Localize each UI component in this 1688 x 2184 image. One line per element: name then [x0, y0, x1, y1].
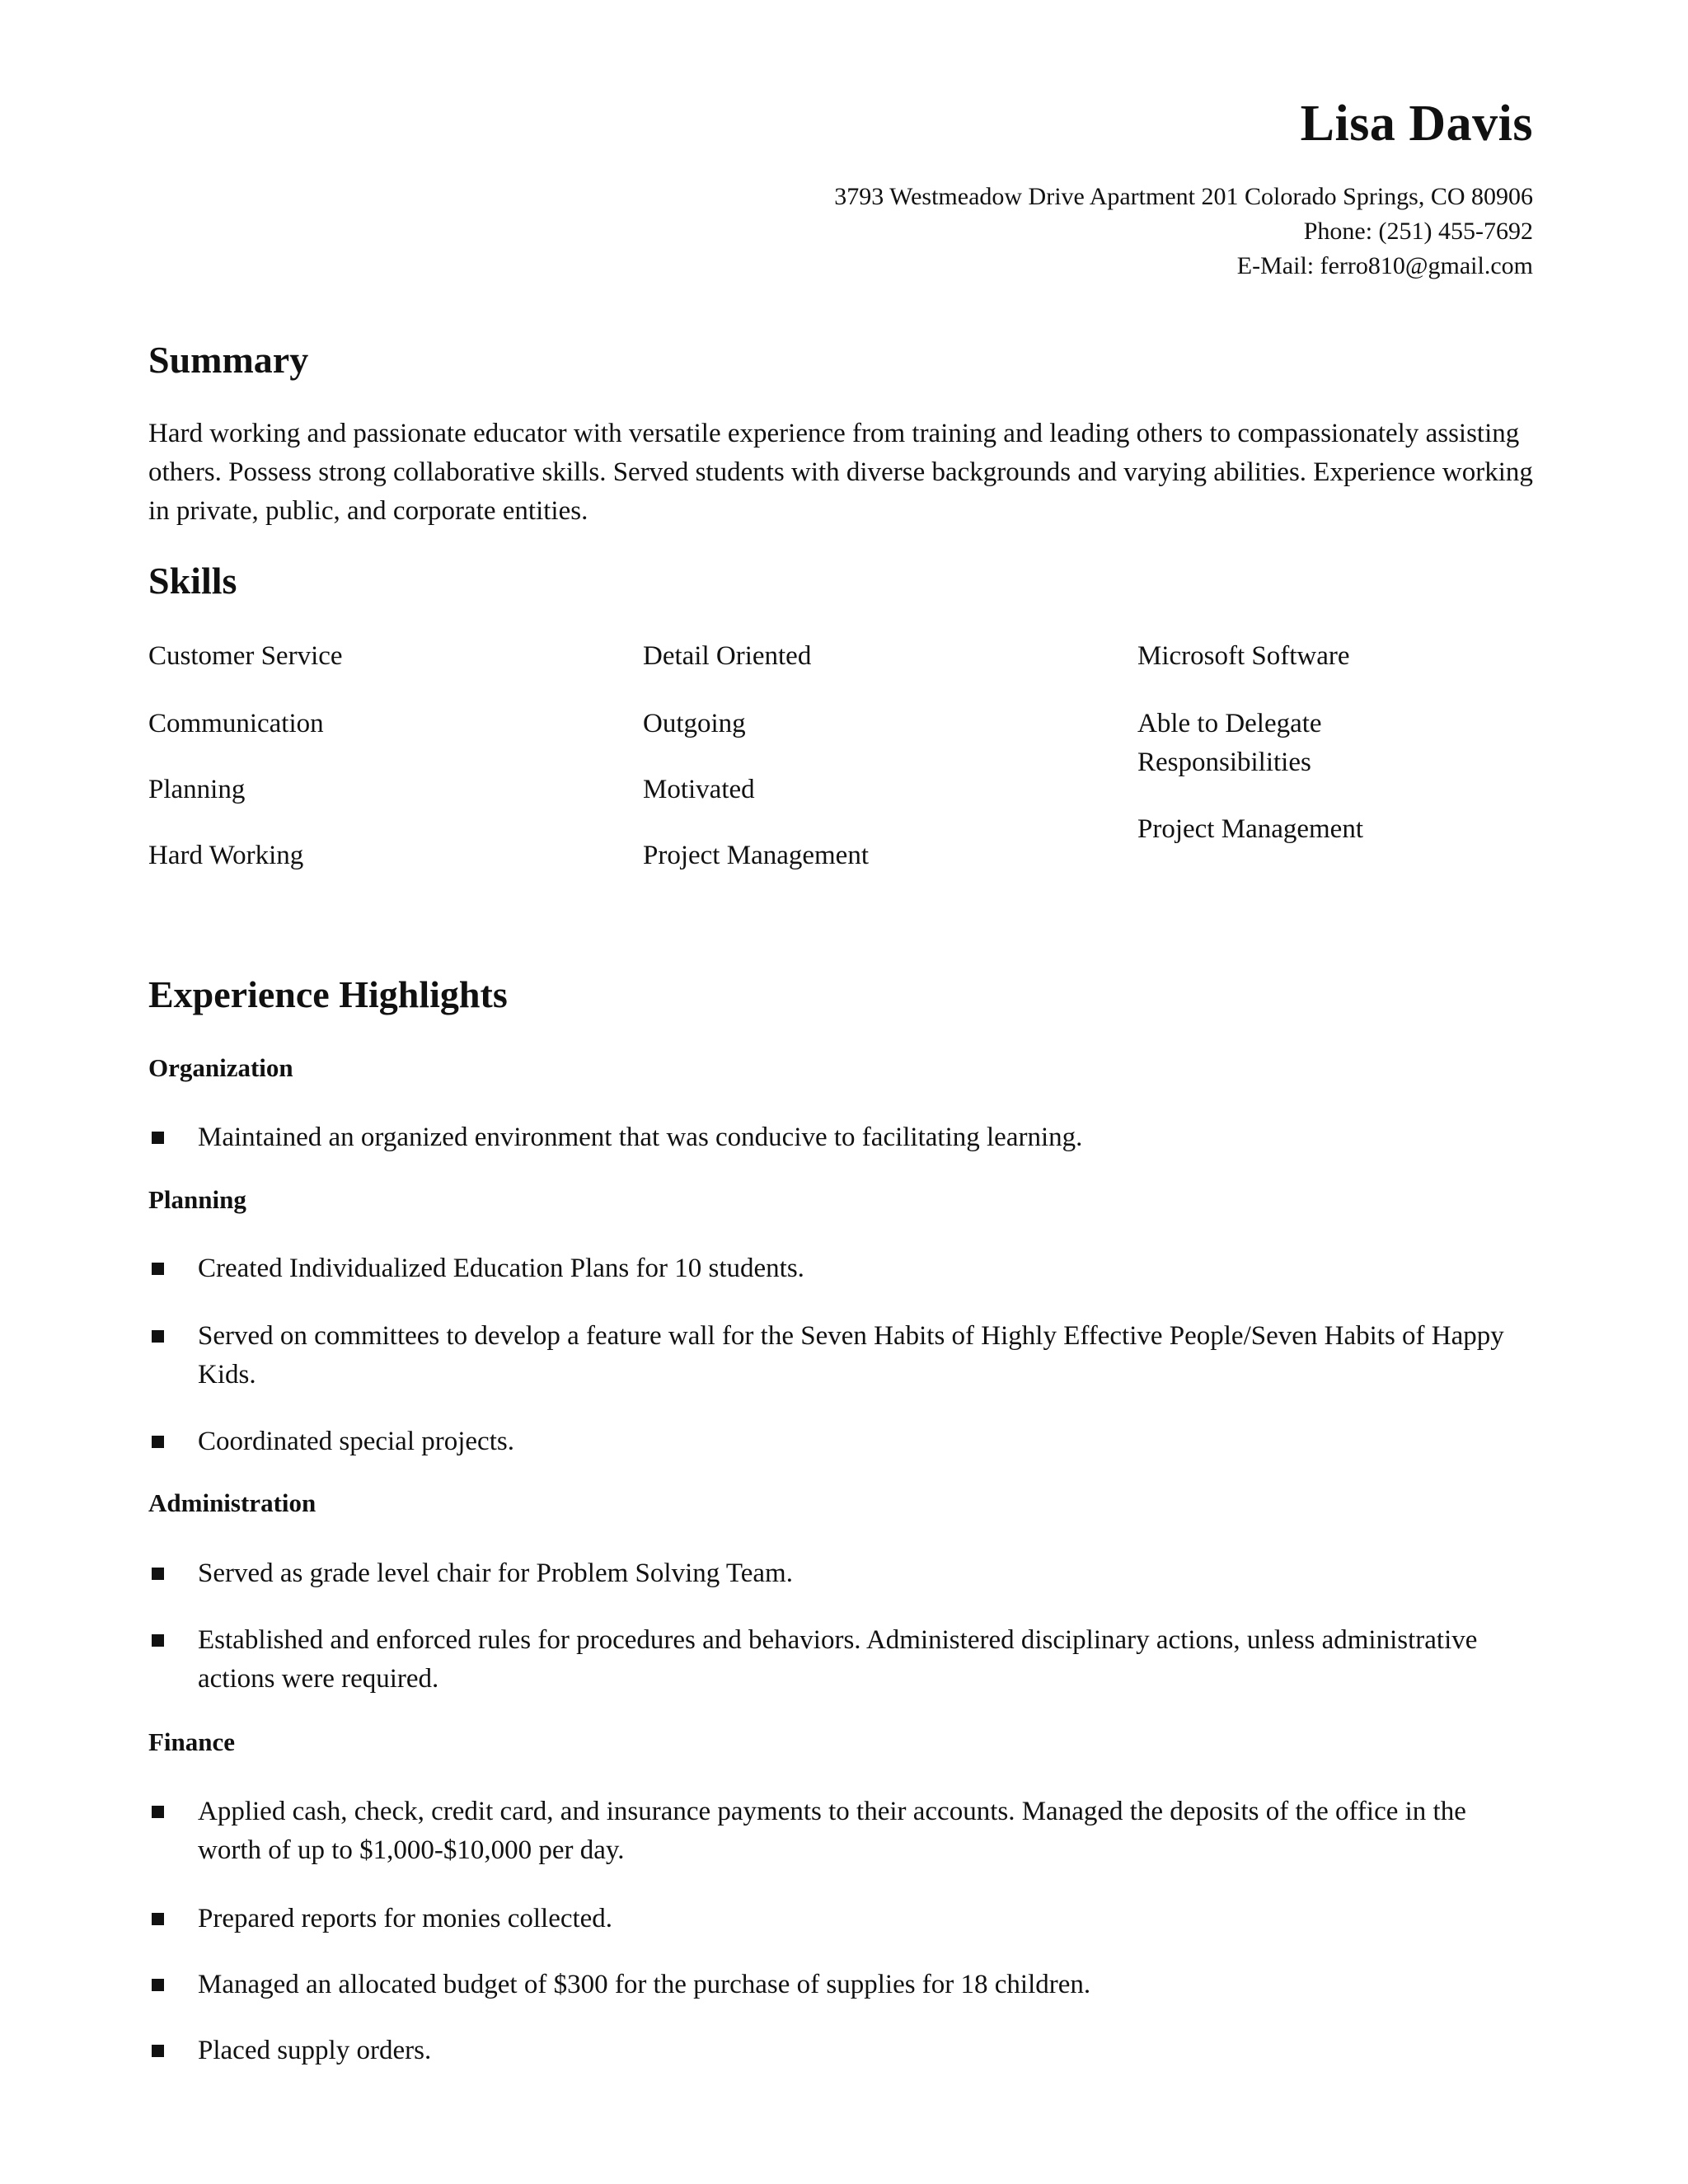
candidate-name: Lisa Davis — [1300, 96, 1533, 152]
square-bullet-icon — [152, 1634, 164, 1647]
bullet-text: Maintained an organized environment that was conducive to facilitating learning. — [198, 1122, 1083, 1152]
skill-item: Outgoing — [643, 709, 746, 738]
contact-block — [834, 180, 1533, 284]
phone: Phone: (251) 455-7692 — [1303, 218, 1533, 245]
bullet-text: Coordinated special projects. — [198, 1427, 514, 1456]
skill-item: Customer Service — [148, 641, 343, 671]
summary-heading: Summary — [148, 339, 309, 381]
square-bullet-icon — [152, 1568, 164, 1580]
square-bullet-icon — [152, 1913, 164, 1925]
summary-text: Hard working and passionate educator with versatile experience from training and leading others to compassionately assisting others. Possess strong collaborative skills. Served students with diverse backgrounds and varying abilities. Experience working in private, public, and corporate entities. — [148, 419, 1533, 526]
experience-group-heading: Organization — [148, 1053, 293, 1082]
bullet-text: Served as grade level chair for Problem Solving Team. — [198, 1558, 793, 1588]
bullet-text: Served on committees to develop a feature wall for the Seven Habits of Highly Effective People/Seven Habits of Happy Kids. — [198, 1321, 1504, 1390]
skill-item: Project Management — [643, 841, 869, 870]
skill-item: Communication — [148, 709, 324, 738]
square-bullet-icon — [152, 1806, 164, 1818]
skills-heading: Skills — [148, 560, 237, 602]
resume-page — [148, 0, 1533, 2184]
square-bullet-icon — [152, 1263, 164, 1275]
experience-group-heading: Administration — [148, 1488, 316, 1517]
skill-item: Able to Delegate Responsibilities — [1137, 709, 1322, 777]
experience-bullet — [148, 1621, 1533, 1699]
experience-bullet — [148, 1118, 1533, 1157]
skill-item: Hard Working — [148, 841, 304, 870]
skill-item: Motivated — [643, 775, 755, 804]
experience-bullet — [148, 1249, 1533, 1288]
bullet-text: Prepared reports for monies collected. — [198, 1904, 613, 1933]
skill-item: Microsoft Software — [1137, 641, 1350, 671]
experience-bullet — [148, 2032, 1533, 2070]
square-bullet-icon — [152, 1132, 164, 1144]
square-bullet-icon — [152, 1436, 164, 1448]
bullet-text: Managed an allocated budget of $300 for the purchase of supplies for 18 children. — [198, 1970, 1091, 1999]
square-bullet-icon — [152, 1979, 164, 1991]
experience-bullet — [148, 1900, 1533, 1938]
bullet-text: Placed supply orders. — [198, 2036, 432, 2065]
experience-bullet — [148, 1793, 1533, 1870]
address: 3793 Westmeadow Drive Apartment 201 Colorado Springs, CO 80906 — [834, 183, 1533, 210]
experience-bullet — [148, 1966, 1533, 2004]
experience-heading: Experience Highlights — [148, 973, 508, 1015]
square-bullet-icon — [152, 1330, 164, 1343]
bullet-text: Established and enforced rules for procedures and behaviors. Administered disciplinary actions, unless administrative actions were required. — [198, 1625, 1478, 1694]
bullet-text: Created Individualized Education Plans for 10 students. — [198, 1254, 804, 1283]
skill-item: Detail Oriented — [643, 641, 812, 671]
bullet-text: Applied cash, check, credit card, and insurance payments to their accounts. Managed the deposits of the office in the worth of up to $1,000-$10,000 per day. — [198, 1797, 1466, 1865]
experience-group-heading: Finance — [148, 1727, 236, 1756]
skill-item: Planning — [148, 775, 246, 804]
skill-item: Project Management — [1137, 814, 1363, 844]
square-bullet-icon — [152, 2045, 164, 2057]
experience-bullet — [148, 1554, 1533, 1593]
experience-bullet — [148, 1317, 1533, 1394]
email: E-Mail: ferro810@gmail.com — [1236, 252, 1533, 279]
experience-group-heading: Planning — [148, 1185, 246, 1214]
experience-bullet — [148, 1422, 1533, 1461]
